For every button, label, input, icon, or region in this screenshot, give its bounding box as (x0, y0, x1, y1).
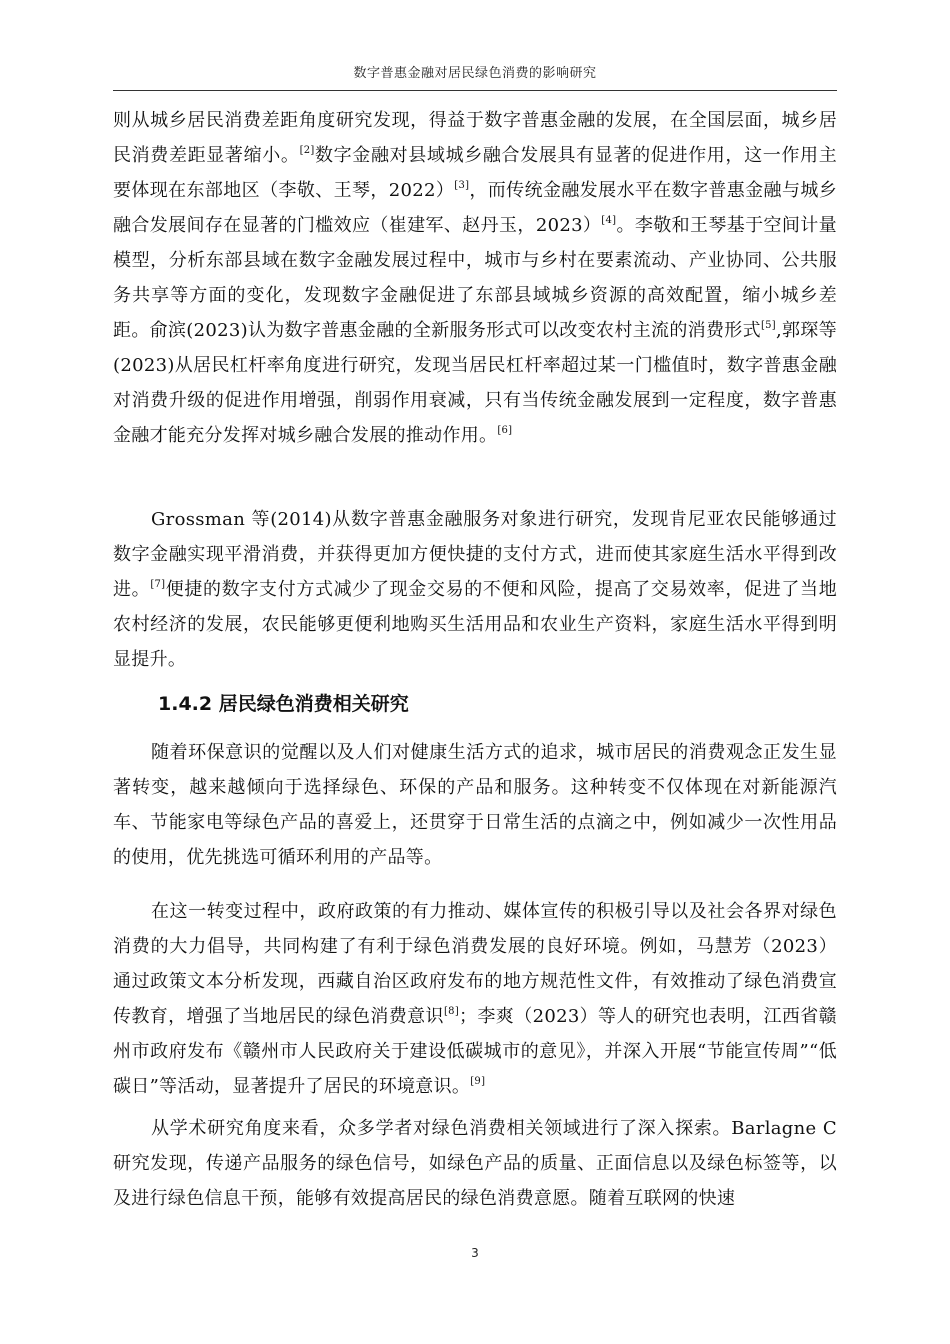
citation-ref: [5] (760, 320, 777, 331)
citation-ref: [7] (150, 579, 166, 590)
header-rule (113, 90, 837, 91)
paragraph-text: 随着环保意识的觉醒以及人们对健康生活方式的追求，城市居民的消费观念正发生显著转变，越来越倾向于选择绿色、环保的产品和服务。这种转变不仅体现在对新能源汽车、节能家电等绿色产品的喜爱上，还贯穿于日常生活的点滴之中，例如减少一次性用品的使用，优先挑选可循环利用的产品等。 (113, 742, 837, 868)
paragraph-text: Grossman 等(2014)从数字普惠金融服务对象进行研究，发现肯尼亚农民能够通过数字金融实现平滑消费，并获得更加方便快捷的支付方式，进而使其家庭生活水平得到改进。 (113, 509, 837, 600)
body-block-4 (113, 894, 837, 1104)
paragraph-text: 。李敬和王琴基于空间计量模型，分析东部县域在数字金融发展过程中，城市与乡村在要素流动、产业协同、公共服务共享等方面的变化，发现数字金融促进了东部县域城乡资源的高效配置，缩小城乡差距。俞滨(2023)认为数字普惠金融的全新服务形式可以改变农村主流的消费形式 (113, 215, 837, 341)
body-block-5 (113, 1111, 837, 1216)
paragraph-text: ；李爽（2023）等人的研究也表明，江西省赣州市政府发布《赣州市人民政府关于建设低碳城市的意见》，并深入开展“节能宣传周”“低碳日”等活动，显著提升了居民的环境意识。 (113, 1006, 837, 1097)
paragraph-1 (113, 103, 837, 453)
body-block-3 (113, 735, 837, 875)
citation-ref: [8] (443, 1006, 460, 1017)
citation-ref: [6] (497, 425, 513, 436)
paragraph-text: 在这一转变过程中，政府政策的有力推动、媒体宣传的积极引导以及社会各界对绿色消费的大力倡导，共同构建了有利于绿色消费发展的良好环境。例如，马慧芳（2023）通过政策文本分析发现，西藏自治区政府发布的地方规范性文件，有效推动了绿色消费宣传教育，增强了当地居民的绿色消费意识 (113, 901, 837, 1027)
paragraph-text: ，而传统金融发展水平在数字普惠金融与城乡融合发展间存在显著的门槛效应（崔建军、赵丹玉，2023） (113, 180, 838, 236)
paragraph-text: ,郭琛等(2023)从居民杠杆率角度进行研究，发现当居民杠杆率超过某一门槛值时，数字普惠金融对消费升级的促进作用增强，削弱作用衰减，只有当传统金融发展到一定程度，数字普惠金融才能充分发挥对城乡融合发展的推动作用。 (113, 320, 837, 446)
section-heading: 1.4.2 居民绿色消费相关研究 (158, 693, 409, 715)
paragraph-text: 从学术研究角度来看，众多学者对绿色消费相关领域进行了深入探索。Barlagne C 研究发现，传递产品服务的绿色信号，如绿色产品的质量、正面信息以及绿色标签等，以及进行绿色信息干预，能够有效提高居民的绿色消费意愿。随着互联网的快速 (113, 1118, 837, 1209)
body-block-1 (113, 103, 837, 453)
citation-ref: [2] (299, 145, 315, 156)
paragraph-5 (113, 1111, 837, 1216)
citation-ref: [9] (470, 1076, 486, 1087)
body-block-2 (113, 502, 837, 677)
citation-ref: [3] (454, 180, 470, 191)
paragraph-3 (113, 735, 837, 875)
paragraph-2 (113, 502, 837, 677)
running-header: 数字普惠金融对居民绿色消费的影响研究 (353, 66, 597, 81)
page-number: 3 (471, 1246, 479, 1260)
citation-ref: [4] (601, 215, 617, 226)
paragraph-text: 则从城乡居民消费差距角度研究发现，得益于数字普惠金融的发展，在全国层面，城乡居民消费差距显著缩小。 (113, 110, 837, 166)
paragraph-4 (113, 894, 837, 1104)
paragraph-text: 数字金融对县域城乡融合发展具有显著的促进作用，这一作用主要体现在东部地区（李敬、王琴，2022） (113, 145, 837, 201)
paragraph-text: 便捷的数字支付方式减少了现金交易的不便和风险，提高了交易效率，促进了当地农村经济的发展，农民能够更便利地购买生活用品和农业生产资料，家庭生活水平得到明显提升。 (113, 579, 837, 670)
